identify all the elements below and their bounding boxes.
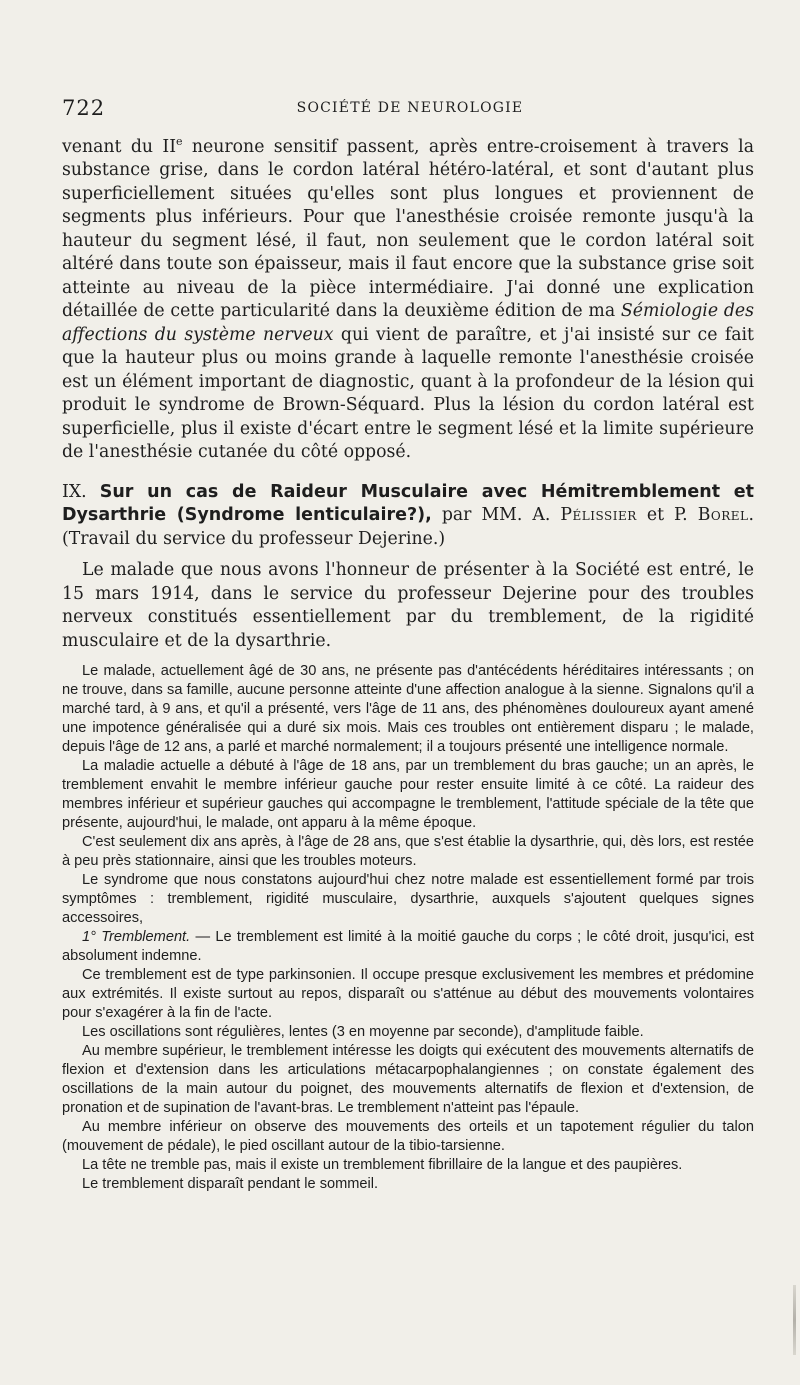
paragraph-oscillations: Les oscillations sont régulières, lentes (3 en moyenne par seconde), d'amplitude faible. xyxy=(82,1024,644,1041)
section-numeral: IX. xyxy=(62,481,87,502)
paragraph-membre-inferieur: Au membre inférieur on observe des mouvements des orteils et un tapotement régulier du talon (mouvement de pédale), le pied oscillant autour de la tibio-tarsienne. xyxy=(62,1119,754,1155)
author-borel: Borel xyxy=(697,505,749,526)
paragraph-type-parkinsonien: Ce tremblement est de type parkinsonien. Il occupe presque exclusivement les membres et prédomine aux extrémités. Il existe surtout au repos, disparaît ou s'atténue au début des mouvements volontaires pour s'exagérer à la fin de l'acte. xyxy=(62,967,754,1022)
paragraph-membre-superieur: Au membre supérieur, le tremblement intéresse les doigts qui exécutent des mouvements alternatifs de flexion et d'extension dans les articulations métacarpophalangiennes ; on constate également des oscillations de la main autour du poignet, des mouvements alternatifs de flexion et d'extension, de pronation et de supination de l'avant-bras. Le tremblement n'atteint pas l'épaule. xyxy=(62,1043,754,1117)
paragraph-maladie-actuelle: La maladie actuelle a débuté à l'âge de 18 ans, par un tremblement du bras gauche; un an après, le tremblement envahit le membre inférieur gauche pour rester ensuite limité à ce côté. La raideur des membres inférieur et supérieur gauches qui accompagne le tremblement, l'attitude spéciale de la tête que présente, aujourd'hui, le malade, ont apparu à la même époque. xyxy=(62,758,754,832)
intro-paragraph: Le malade que nous avons l'honneur de présenter à la Société est entré, le 15 mars 1914, dans le service du professeur Dejerine pour des troubles nerveux constitués essentiellement par du tremblement, de la rigidité musculaire et de la dysarthrie. xyxy=(62,560,754,651)
paragraph-tremblement xyxy=(62,928,754,966)
continuation-text-middle: neurone sensitif passent, après entre-croisement à travers la substance grise, dans le cordon latéral hétéro-latéral, et sont d'autant plus superficiellement situées qu'elles sont plus longues et proviennent de segments plus inférieurs. Pour que l'anesthésie croisée remonte jusqu'à la hauteur du segment lésé, il faut, non seulement que le cordon latéral soit altéré dans toute son épaisseur, mais il faut encore que la substance grise soit atteinte au niveau de la pièce intermédiaire. J'ai donné une explication détaillée de cette particularité dans la deuxième édition de ma xyxy=(62,136,754,322)
running-title: SOCIÉTÉ DE NEUROLOGIE xyxy=(296,100,524,116)
paragraph-sommeil: Le tremblement disparaît pendant le sommeil. xyxy=(82,1176,379,1193)
section-and: et P. xyxy=(646,505,688,526)
cited-book-title: Sémiologie des affections du système nerveux xyxy=(62,301,754,345)
tremblement-text: — Le tremblement est limité à la moitié gauche du corps ; le côté droit, jusqu'ici, est absolument indemne. xyxy=(62,929,754,965)
continuation-text-end: qui vient de paraître, et j'ai insisté sur ce fait que la hauteur plus ou moins grande à laquelle remonte l'anesthésie croisée est un élément important de diagnostic, quant à la profondeur de la lésion qui produit le syndrome de Brown-Séquard. Plus la lésion du cordon latéral est superficielle, plus il existe d'écart entre le segment lésé et la limite supérieure de l'anesthésie cutanée du côté opposé. xyxy=(62,324,754,463)
continuation-paragraph xyxy=(62,130,754,465)
paragraph-antecedents: Le malade, actuellement âgé de 30 ans, ne présente pas d'antécédents héréditaires intéressants ; on ne trouve, dans sa famille, aucune personne atteinte d'une affection analogue à la sienne. Signalons qu'il a marché tard, à 9 ans, et qu'il a présenté, vers l'âge de 11 ans, des phénomènes douloureux ayant amené une impotence généralisée qui a duré six mois. Mais ces troubles ont entièrement disparu ; le malade, depuis l'âge de 12 ans, a parlé et marché normalement; il a toujours présenté une intelligence normale. xyxy=(62,663,754,756)
section-by: par MM. A. xyxy=(441,505,551,526)
page-header xyxy=(62,96,758,124)
paragraph-syndrome: Le syndrome que nous constatons aujourd'hui chez notre malade est essentiellement formé par trois symptômes : tremblement, rigidité musculaire, dysarthrie, auxquels s'ajoutent quelques signes accessoires, xyxy=(62,872,754,927)
section-title: Sur un cas de Raideur Musculaire avec Hémitremblement et Dysarthrie (Syndrome lenticulaire?), xyxy=(62,481,754,526)
paragraph-dysarthrie: C'est seulement dix ans après, à l'âge de 28 ans, que s'est établie la dysarthrie, qui, dès lors, est restée à peu près stationnaire, ainsi que les troubles moteurs. xyxy=(62,834,754,870)
ordinal-superscript: e xyxy=(176,135,183,148)
page-number: 722 xyxy=(62,96,106,120)
paragraph-tete: La tête ne tremble pas, mais il existe un tremblement fibrillaire de la langue et des paupières. xyxy=(82,1157,683,1174)
page-body xyxy=(62,130,754,1194)
tremblement-label: 1° Tremblement. xyxy=(82,929,191,946)
author-pelissier: Pélissier xyxy=(560,505,637,526)
scan-edge-mark xyxy=(793,1285,796,1355)
section-heading xyxy=(62,481,754,552)
continuation-text-start: venant du II xyxy=(62,136,177,157)
section-affiliation: . (Travail du service du professeur Dejerine.) xyxy=(62,505,755,549)
